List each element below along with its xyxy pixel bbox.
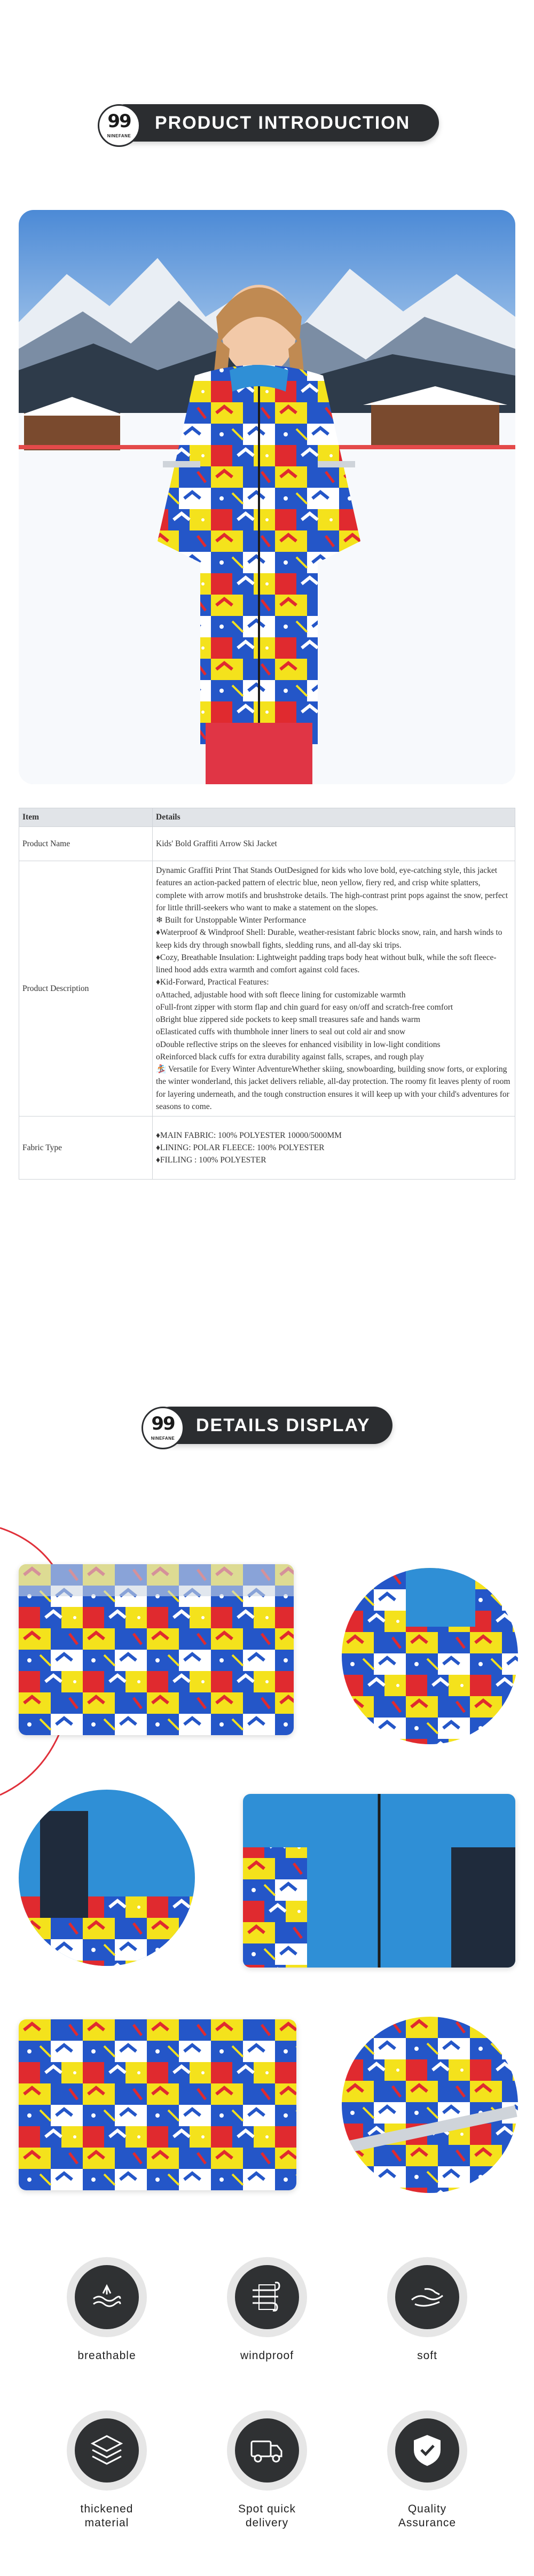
fabric-type-label: Fabric Type xyxy=(19,1117,153,1180)
spec-table xyxy=(19,808,515,1180)
product-name-label: Product Name xyxy=(19,827,153,861)
intro-banner xyxy=(0,104,534,147)
table-header-details: Details xyxy=(153,808,515,827)
product-name-value: Kids' Bold Graffiti Arrow Ski Jacket xyxy=(153,827,515,861)
table-row xyxy=(19,827,515,861)
description-line: oBright blue zippered side pockets to keep small treasures safe and hands warm xyxy=(156,1015,420,1024)
table-header-item: Item xyxy=(19,808,153,827)
description-line: Dynamic Graffiti Print That Stands OutDesigned for kids who love bold, eye-catching style, this jacket features an action-packed pattern of electric blue, neon yellow, fiery red, and crisp white splatters, complete with arrow motifs and brushstroke details. The high-contrast print pops against the snow, perfect for little thrill-seekers who want to make a statement on the slopes. xyxy=(156,866,508,912)
details-banner xyxy=(0,1407,534,1449)
feature-label: thickened material xyxy=(80,2503,134,2529)
brand-logo-text: NINEFANE xyxy=(107,134,131,138)
feature-windproof xyxy=(203,2257,331,2363)
feature-quality-assurance xyxy=(363,2410,491,2530)
product-description-value xyxy=(153,861,515,1117)
detail-cuff-closeup xyxy=(19,1790,195,1966)
description-line: ❄ Built for Unstoppable Winter Performance xyxy=(156,916,307,925)
details-banner-pill xyxy=(152,1407,392,1444)
hero-photo xyxy=(19,210,515,784)
description-line: ♦Cozy, Breathable Insulation: Lightweight padding traps body heat without bulk, while the soft fleece-lined hood adds extra warmth and comfort against cold faces. xyxy=(156,953,497,974)
feature-label: Spot quick delivery xyxy=(238,2503,296,2529)
delivery-truck-icon xyxy=(248,2432,286,2469)
feature-thickened-material xyxy=(43,2410,171,2530)
breathable-icon xyxy=(88,2278,125,2316)
windproof-icon xyxy=(248,2278,286,2316)
fabric-line: ♦MAIN FABRIC: 100% POLYESTER 10000/5000MM xyxy=(156,1130,342,1140)
description-line: oElasticated cuffs with thumbhole inner liners to seal out cold air and snow xyxy=(156,1027,406,1037)
description-line: oAttached, adjustable hood with soft fleece lining for customizable warmth xyxy=(156,990,406,1000)
feature-label: breathable xyxy=(77,2349,136,2362)
brand-logo-number: 99 xyxy=(151,1413,175,1434)
table-header-row xyxy=(19,808,515,827)
description-line: oFull-front zipper with storm flap and chin guard for easy on/off and scratch-free comfort xyxy=(156,1002,453,1012)
feature-soft xyxy=(363,2257,491,2363)
description-line: ♦Kid-Forward, Practical Features: xyxy=(156,978,269,987)
brand-logo xyxy=(142,1407,184,1449)
feature-breathable xyxy=(43,2257,171,2363)
fabric-type-value xyxy=(153,1117,515,1180)
product-description-label: Product Description xyxy=(19,861,153,1117)
table-row xyxy=(19,861,515,1117)
detail-collar-closeup xyxy=(243,1794,515,1968)
intro-title: PRODUCT INTRODUCTION xyxy=(155,113,411,133)
brand-logo-number: 99 xyxy=(107,111,131,132)
description-line: oDouble reflective strips on the sleeves for enhanced visibility in low-light conditions xyxy=(156,1040,441,1049)
feature-label: windproof xyxy=(240,2349,294,2362)
fabric-line: ♦LINING: POLAR FLEECE: 100% POLYESTER xyxy=(156,1143,325,1152)
table-row xyxy=(19,1117,515,1180)
thickened-material-icon xyxy=(88,2432,125,2469)
detail-fabric-closeup xyxy=(19,2019,296,2190)
detail-hood-closeup xyxy=(19,1564,294,1735)
details-title: DETAILS DISPLAY xyxy=(196,1415,371,1435)
feature-label: Quality Assurance xyxy=(398,2503,457,2529)
feature-quick-delivery xyxy=(203,2410,331,2530)
soft-icon xyxy=(409,2278,446,2316)
intro-banner-pill xyxy=(107,104,439,142)
brand-logo xyxy=(98,104,140,147)
description-line: 🏂 Versatile for Every Winter AdventureWhether skiing, snowboarding, building snow forts, or exploring the winter wonderland, this jacket delivers reliable, all-day protection. The roomy fit leaves plenty of room for layering underneath, and the tough construction ensures it will keep up with your child's adventures for seasons to come. xyxy=(156,1065,511,1111)
description-line: ♦Waterproof & Windproof Shell: Durable, weather-resistant fabric blocks snow, rain, and harsh winds to keep kids dry through snowball fights, sledding runs, and all-day ski trips. xyxy=(156,928,502,950)
detail-reflective-strip-closeup xyxy=(342,2017,518,2193)
brand-logo-text: NINEFANE xyxy=(151,1436,175,1441)
fabric-line: ♦FILLING : 100% POLYESTER xyxy=(156,1156,266,1165)
detail-shoulder-closeup xyxy=(342,1568,518,1744)
description-line: oReinforced black cuffs for extra durability against falls, scrapes, and rough play xyxy=(156,1052,425,1061)
quality-shield-icon xyxy=(409,2432,446,2469)
feature-label: soft xyxy=(417,2349,437,2362)
